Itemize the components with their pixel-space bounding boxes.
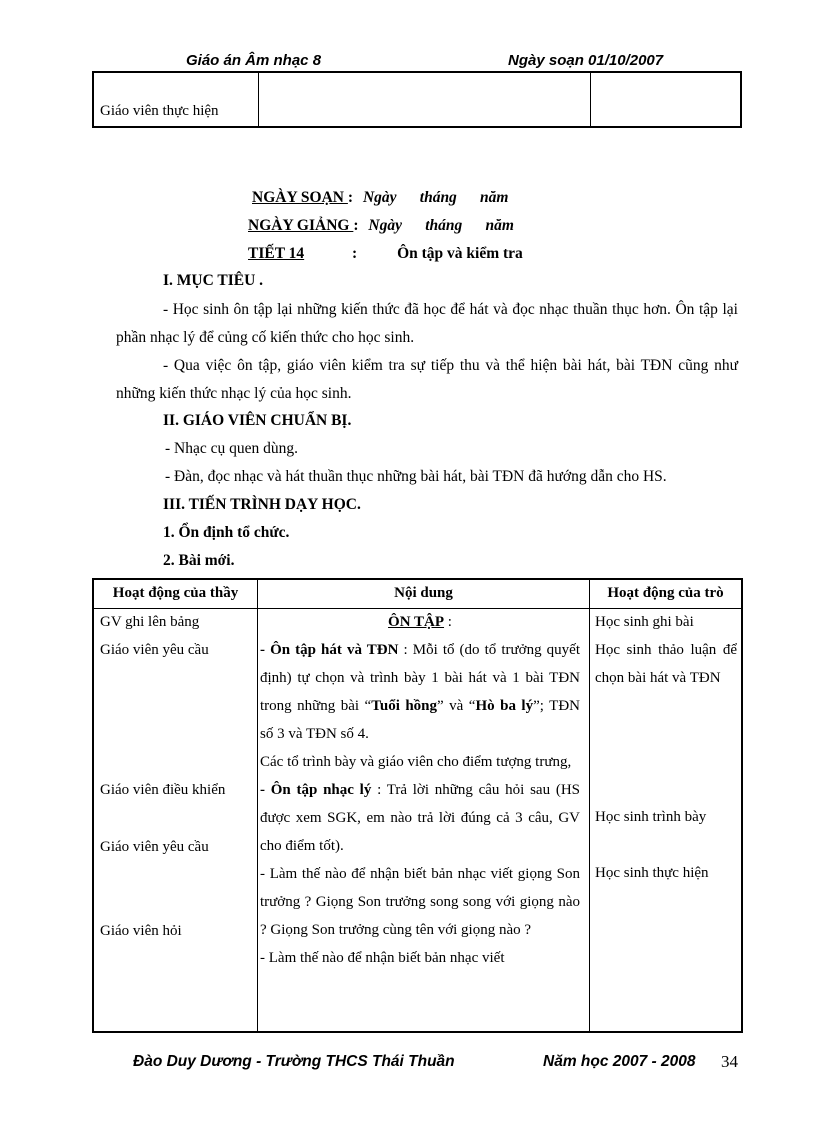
teacher-activity: Giáo viên hỏi <box>100 923 182 939</box>
content-heading-row: ÔN TẬP : <box>388 614 452 630</box>
teacher-activity: GV ghi lên bảng <box>100 614 200 630</box>
ngay-soan-row: NGÀY SOẠN : Ngày tháng năm <box>252 189 509 206</box>
tiet-label: TIẾT 14 <box>248 245 305 262</box>
tiet-title: Ôn tập và kiểm tra <box>397 245 523 262</box>
content-para-3 <box>260 776 580 860</box>
footer-author: Đào Duy Dương - Trường THCS Thái Thuần <box>133 1053 455 1070</box>
col-divider-1 <box>257 580 258 1031</box>
section-2-line-2: - Đàn, đọc nhạc và hát thuần thục những bài hát, bài TĐN đã hướng dẫn cho HS. <box>165 468 667 485</box>
section-1-para-2: - Qua việc ôn tập, giáo viên kiểm tra sự tiếp thu và thể hiện bài hát, bài TĐN cũng như những kiến thức nhạc lý của học sinh. <box>116 357 738 402</box>
col-divider-2 <box>589 580 590 1031</box>
student-activity: Học sinh thực hiện <box>595 865 709 881</box>
teacher-activity: Giáo viên yêu cầu <box>100 642 209 658</box>
ngay-giang-label: NGÀY GIẢNG <box>248 217 354 234</box>
content-para-1-title: - Ôn tập hát và TĐN <box>260 642 399 658</box>
lesson-table <box>92 578 743 1033</box>
content-para-1-end: ; TĐN số 3 và TĐN số 4. <box>260 698 580 742</box>
footer-year: Năm học 2007 - 2008 <box>543 1053 696 1070</box>
content-para-2: Các tổ trình bày và giáo viên cho điểm tượng trưng, <box>260 754 572 770</box>
col-header-student: Hoạt động của trò <box>607 585 724 601</box>
page-number: 34 <box>721 1052 738 1071</box>
student-activity: Học sinh ghi bài <box>595 614 694 630</box>
section-3-item-2: 2. Bài mới. <box>163 552 235 569</box>
teacher-table <box>92 71 742 128</box>
ngay-giang-row: NGÀY GIẢNG : Ngày tháng năm <box>248 217 514 234</box>
tiet-row: TIẾT 14 : Ôn tập và kiểm tra <box>248 245 523 262</box>
content-column <box>260 608 580 972</box>
student-activity: Học sinh trình bày <box>595 809 707 825</box>
teacher-label: Giáo viên thực hiện <box>100 103 219 119</box>
student-activity: Học sinh thảo luận để chọn bài hát và TĐN <box>595 642 737 686</box>
section-2-title: II. GIÁO VIÊN CHUẨN BỊ. <box>163 412 352 429</box>
content-para-1-joiner: và <box>443 698 469 714</box>
teacher-activity: Giáo viên yêu cầu <box>100 839 209 855</box>
col-header-content: Nội dung <box>394 585 453 601</box>
col-header-teacher: Hoạt động của thầy <box>112 585 239 601</box>
teacher-right-cell <box>590 73 591 126</box>
teacher-label-cell <box>94 73 259 126</box>
content-para-1: - Ôn tập hát và TĐN : Mỗi tổ (do tổ trưởng quyết định) tự chọn và trình bày 1 bài hát và 1 bài TĐN trong những bài “Tuổi hồng” và “Hò ba lý”; TĐN số 3 và TĐN số 4. <box>260 642 580 742</box>
content-para-3-text: : Trả lời những câu hỏi sau (HS được xem SGK, em nào trả lời đúng cả 3 câu, GV cho điểm tốt). <box>260 782 580 854</box>
content-heading: ÔN TẬP <box>388 614 445 630</box>
content-para-5: - Làm thế nào để nhận biết bản nhạc viết <box>260 950 505 966</box>
section-1-para-1: - Học sinh ôn tập lại những kiến thức đã học để hát và đọc nhạc thuần thục hơn. Ôn tập lại phần nhạc lý để củng cố kiến thức cho học sinh. <box>116 301 738 346</box>
section-3-item-1: 1. Ổn định tổ chức. <box>163 524 290 541</box>
ngay-soan-label: NGÀY SOẠN <box>252 189 348 206</box>
section-3-title: III. TIẾN TRÌNH DẠY HỌC. <box>163 496 361 513</box>
content-para-3-title: - Ôn tập nhạc lý <box>260 782 372 798</box>
ngay-giang-value: Ngày tháng năm <box>368 217 514 234</box>
content-para-1-text: : Mỗi tổ (do tổ trưởng quyết định) tự chọn và trình bày 1 bài hát và 1 bài TĐN trong những bài <box>260 642 580 714</box>
ngay-soan-value: Ngày tháng năm <box>362 189 509 206</box>
song-name: Tuổi hồng <box>371 698 438 714</box>
song-name: Hò ba lý <box>475 698 534 714</box>
section-2-line-1: - Nhạc cụ quen dùng. <box>165 440 298 457</box>
teacher-activity: Giáo viên điều khiển <box>100 782 226 798</box>
doc-header-date: Ngày soạn 01/10/2007 <box>508 52 664 69</box>
doc-header-title: Giáo án Âm nhạc 8 <box>186 52 322 69</box>
content-para-4: - Làm thế nào để nhận biết bản nhạc viết giọng Son trưởng ? Giọng Son trưởng song song với giọng nào ? Giọng Son trưởng cùng tên với giọng nào ? <box>260 866 580 938</box>
section-1-title: I. MỤC TIÊU . <box>163 272 264 289</box>
